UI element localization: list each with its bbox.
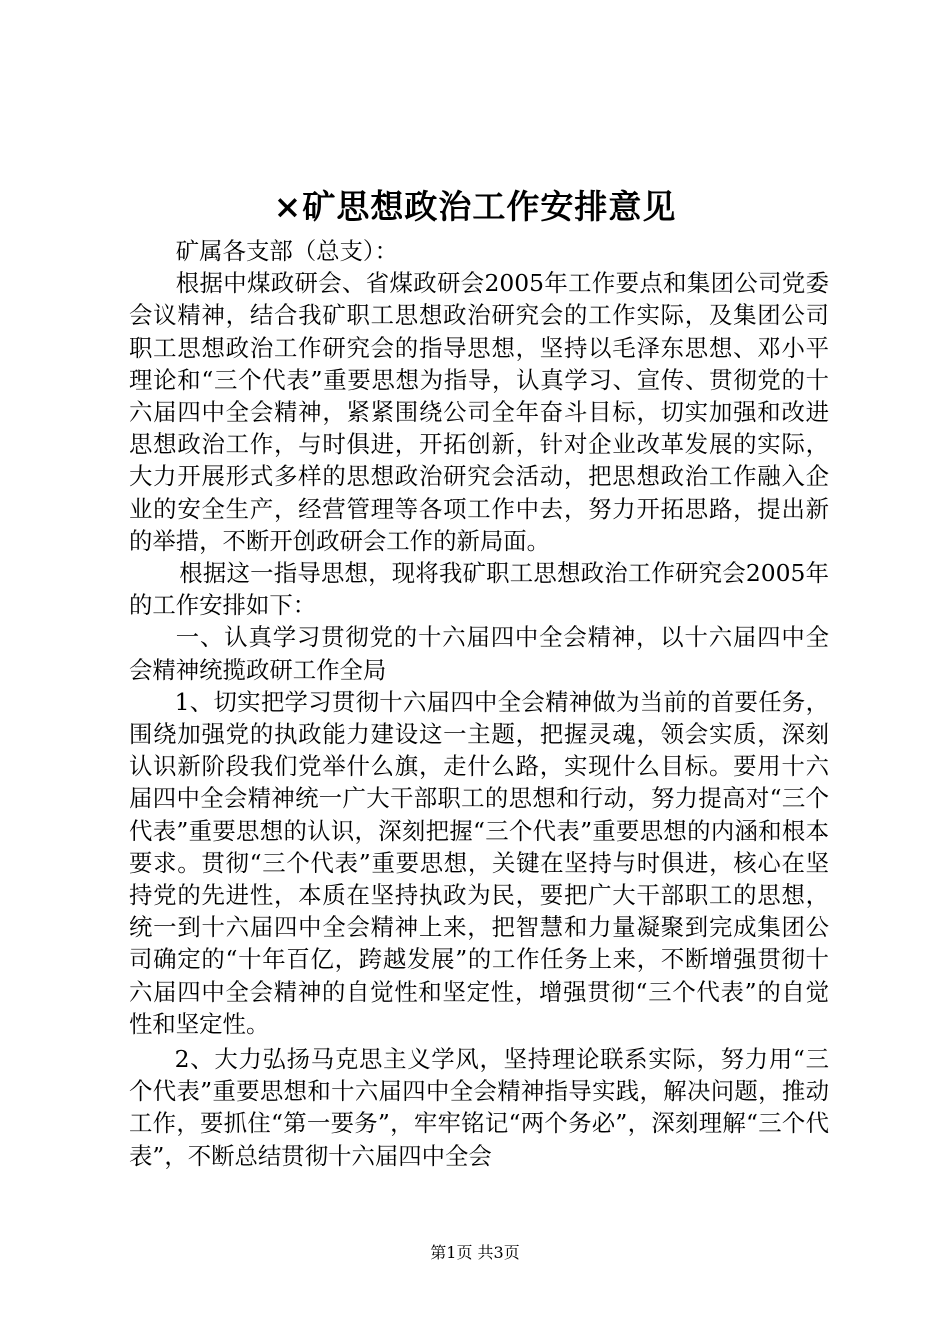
paragraph-guiding-principle: 根据中煤政研会、省煤政研会2005年工作要点和集团公司党委会议精神，结合我矿职工思想政治研究会的工作实际，及集团公司职工思想政治工作研究会的指导思想，坚持以毛泽东思想、邓小平理论和“三个代表”重要思想为指导，认真学习、宣传、贯彻党的十六届四中全会精神，紧紧围绕公司全年奋斗目标，切实加强和改进思想政治工作，与时俱进，开拓创新，针对企业改革发展的实际，大力开展形式多样的思想政治研究会活动，把思想政治工作融入企业的安全生产，经营管理等各项工作中去，努力开拓思路，提出新的举措，不断开创政研会工作的新局面。 <box>129 269 829 555</box>
paragraph-item-2: 2、大力弘扬马克思主义学风，坚持理论联系实际，努力用“三个代表”重要思想和十六届四中全会精神指导实践，解决问题，推动工作，要抓住“第一要务”，牢牢铭记“两个务必”，深刻理解“三个代表”，不断总结贯彻十六届四中全会 <box>129 1045 829 1170</box>
paragraph-item-1: 1、切实把学习贯彻十六届四中全会精神做为当前的首要任务，围绕加强党的执政能力建设这一主题，把握灵魂，领会实质，深刻认识新阶段我们党举什么旗，走什么路，实现什么目标。要用十六届四中全会精神统一广大干部职工的思想和行动，努力提高对“三个代表”重要思想的认识，深刻把握“三个代表”重要思想的内涵和根本要求。贯彻“三个代表”重要思想，关键在坚持与时俱进，核心在坚持党的先进性，本质在坚持执政为民，要把广大干部职工的思想，统一到十六届四中全会精神上来，把智慧和力量凝聚到完成集团公司确定的“十年百亿，跨越发展”的工作任务上来，不断增强贯彻十六届四中全会精神的自觉性和坚定性，增强贯彻“三个代表”的自觉性和坚定性。 <box>129 687 829 1038</box>
paragraph-arrangement-intro: 根据这一指导思想，现将我矿职工思想政治工作研究会2005年的工作安排如下： <box>129 559 829 620</box>
document-body <box>129 235 829 1172</box>
section-heading-1: 一、认真学习贯彻党的十六届四中全会精神，以十六届四中全会精神统揽政研工作全局 <box>129 623 829 684</box>
salutation: 矿属各支部（总支）： <box>175 237 399 265</box>
page-number-footer: 第1页 共3页 <box>430 1243 520 1262</box>
document-title: ×矿思想政治工作安排意见 <box>273 187 677 226</box>
